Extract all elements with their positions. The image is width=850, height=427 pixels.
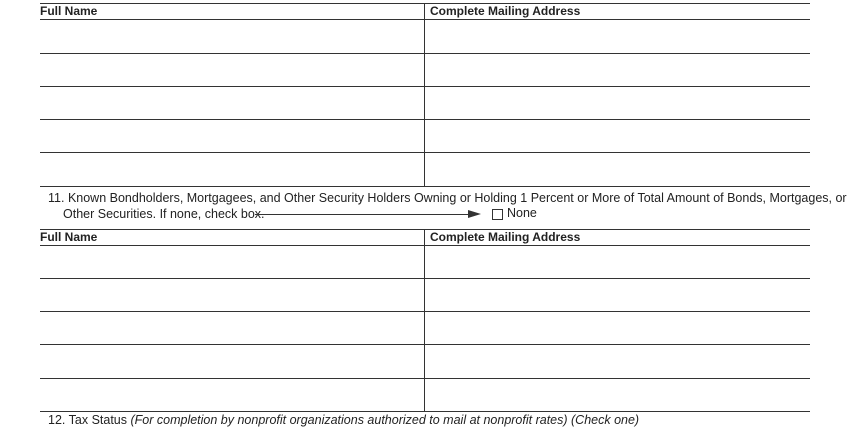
table2-header-mailing-address: Complete Mailing Address — [430, 230, 581, 244]
table2-bottom-rule — [40, 411, 810, 412]
none-checkbox-label: None — [507, 206, 537, 220]
table2-row-2-full-name[interactable] — [40, 279, 424, 311]
section12-title: Tax Status — [68, 413, 128, 427]
table1-row-5-full-name[interactable] — [40, 153, 424, 185]
table2-row-4-mailing-address[interactable] — [425, 345, 810, 377]
section11-question — [48, 190, 847, 222]
table2-row-5-full-name[interactable] — [40, 379, 424, 411]
leader-line — [255, 214, 468, 215]
section12-number: 12. — [48, 413, 66, 427]
section12-instructions: (For completion by nonprofit organizations authorized to mail at nonprofit rates) (Check one) — [130, 413, 640, 427]
section11-number: 11. — [48, 191, 65, 205]
section11-line-1 — [48, 190, 847, 206]
none-checkbox[interactable] — [492, 209, 503, 220]
table2-row-3-full-name[interactable] — [40, 312, 424, 344]
table1-header-mailing-address: Complete Mailing Address — [430, 4, 581, 18]
table1-row-3-mailing-address[interactable] — [425, 87, 810, 119]
table2-top-rule — [40, 229, 810, 230]
table2-row-4-full-name[interactable] — [40, 345, 424, 377]
table1-row-4-full-name[interactable] — [40, 120, 424, 152]
table1-header-full-name: Full Name — [40, 4, 98, 18]
table1-row-1-mailing-address[interactable] — [425, 20, 810, 52]
table2-row-1-full-name[interactable] — [40, 246, 424, 278]
table1-row-3-full-name[interactable] — [40, 87, 424, 119]
table1-top-rule — [40, 3, 810, 4]
table2-header-full-name: Full Name — [40, 230, 98, 244]
table2-row-2-mailing-address[interactable] — [425, 279, 810, 311]
table1-row-4-mailing-address[interactable] — [425, 120, 810, 152]
table2-row-3-mailing-address[interactable] — [425, 312, 810, 344]
table1-row-2-full-name[interactable] — [40, 54, 424, 86]
arrow-right-icon — [468, 210, 481, 218]
table1-row-2-mailing-address[interactable] — [425, 54, 810, 86]
section11-line1-text: Known Bondholders, Mortgagees, and Other Security Holders Owning or Holding 1 Percent or More of Total Amount of Bonds, Mortgages, or — [67, 191, 847, 205]
table2-row-5-mailing-address[interactable] — [425, 379, 810, 411]
table2-row-1-mailing-address[interactable] — [425, 246, 810, 278]
section11-line-2: Other Securities. If none, check box. — [63, 207, 265, 221]
table1-bottom-rule — [40, 186, 810, 187]
table1-row-1-full-name[interactable] — [40, 20, 424, 52]
table1-row-5-mailing-address[interactable] — [425, 153, 810, 185]
